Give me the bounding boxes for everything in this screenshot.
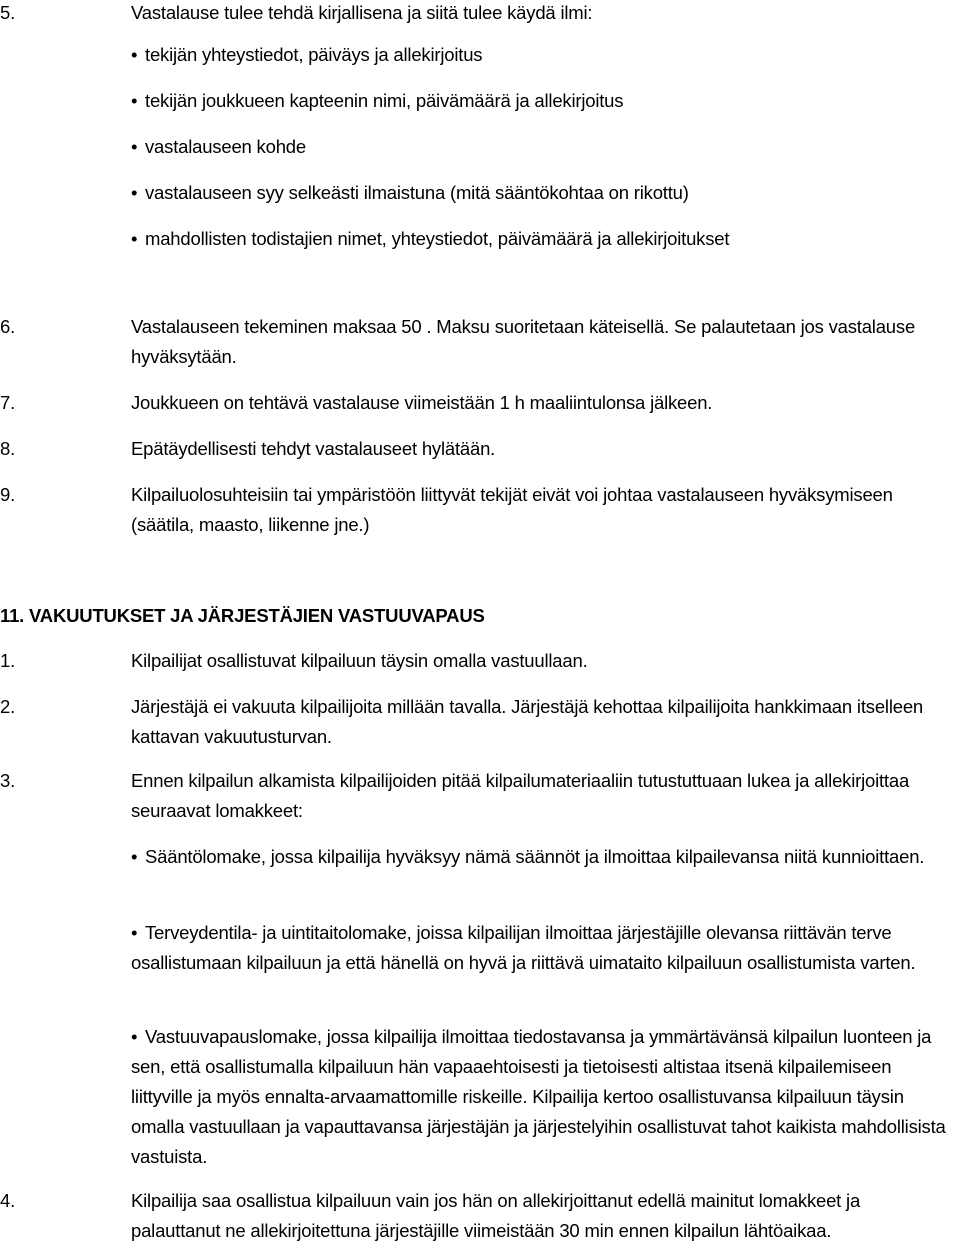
bullet-icon: • [131, 228, 138, 249]
item-text: Vastalauseen tekeminen maksaa 50 . Maksu suoritetaan käteisellä. Se palautetaan jos vastalause hyväksytään. [131, 316, 916, 367]
item-text: Järjestäjä ei vakuuta kilpailijoita millään tavalla. Järjestäjä kehottaa kilpailijoita hankkimaan itselleen kattavan vakuutusturvan. [131, 696, 924, 747]
form-bullet [131, 842, 950, 872]
item-number: 6. [0, 316, 16, 337]
item-number: 7. [0, 392, 16, 413]
section-heading: 11. VAKUUTUKSET JA JÄRJESTÄJIEN VASTUUVAPAUS [0, 605, 485, 626]
bullet-item [131, 40, 946, 70]
bullet-icon: • [131, 846, 138, 867]
bullet-text: Sääntölomake, jossa kilpailija hyväksyy nämä säännöt ja ilmoittaa kilpailevansa niitä kunnioittaen. [145, 846, 925, 867]
item-text: Kilpailija saa osallistua kilpailuun vain jos hän on allekirjoittanut edellä mainitut lomakkeet ja palauttanut ne allekirjoitettuna järjestäjille viimeistään 30 min ennen kilpailun lähtöaikaa. [131, 1190, 861, 1241]
item-number: 9. [0, 484, 16, 505]
bullet-text: Terveydentila- ja uintitaitolomake, joissa kilpailijan ilmoittaa järjestäjille olevansa riittävän terve osallistumaan kilpailuun ja että hänellä on hyvä ja riittävä uimataito kilpailuun osallistumista varten. [131, 922, 916, 973]
bullet-item [131, 132, 946, 162]
item-number: 1. [0, 650, 16, 671]
bullet-icon: • [131, 90, 138, 111]
item-number: 4. [0, 1190, 16, 1211]
bullet-icon: • [131, 182, 138, 203]
item-number: 5. [0, 2, 16, 23]
item-text: Joukkueen on tehtävä vastalause viimeistään 1 h maaliintulonsa jälkeen. [131, 392, 713, 413]
item-text: Epätäydellisesti tehdyt vastalauseet hylätään. [131, 438, 496, 459]
bullet-text: mahdollisten todistajien nimet, yhteystiedot, päivämäärä ja allekirjoitukset [145, 228, 730, 249]
item-number: 2. [0, 696, 16, 717]
form-bullet [131, 1022, 950, 1172]
bullet-icon: • [131, 922, 138, 943]
list-item [0, 480, 946, 540]
bullet-text: vastalauseen syy selkeästi ilmaistuna (mitä sääntökohtaa on rikottu) [145, 182, 689, 203]
item-text: Kilpailuolosuhteisiin tai ympäristöön liittyvät tekijät eivät voi johtaa vastalauseen hyväksymiseen (säätila, maasto, liikenne jne.) [131, 484, 893, 535]
bullet-item [131, 178, 946, 208]
bullet-text: vastalauseen kohde [145, 136, 306, 157]
item-text: Kilpailijat osallistuvat kilpailuun täysin omalla vastuullaan. [131, 650, 588, 671]
bullet-text: tekijän joukkueen kapteenin nimi, päivämäärä ja allekirjoitus [145, 90, 624, 111]
bullet-text: tekijän yhteystiedot, päiväys ja allekirjoitus [145, 44, 483, 65]
list-item [0, 312, 946, 372]
bullet-item [131, 224, 946, 254]
section-5 [0, 0, 946, 28]
list-item [0, 646, 946, 676]
item-text: Vastalause tulee tehdä kirjallisena ja siitä tulee käydä ilmi: [131, 2, 593, 23]
item-text: Ennen kilpailun alkamista kilpailijoiden pitää kilpailumateriaaliin tutustuttuaan lukea ja allekirjoittaa seuraavat lomakkeet: [131, 770, 910, 821]
bullet-text: Vastuuvapauslomake, jossa kilpailija ilmoittaa tiedostavansa ja ymmärtävänsä kilpailun luonteen ja sen, että osallistumalla kilpailuun hän vapaaehtoisesti ja tietoisesti altistaa itsenä kilpailemiseen liittyville ja myös ennalta-arvaamattomille riskeille. Kilpailija kertoo osallistuvansa kilpailuun täysin omalla vastuullaan ja vapauttavansa järjestäjän ja järjestelyihin osallistuvat tahot kaikista mahdollisista vastuista. [131, 1026, 946, 1167]
bullet-icon: • [131, 1026, 138, 1047]
item-number: 3. [0, 770, 16, 791]
list-item [0, 434, 946, 464]
list-item [0, 1186, 946, 1246]
form-bullet [131, 918, 950, 978]
bullet-icon: • [131, 44, 138, 65]
item-number: 8. [0, 438, 16, 459]
list-item [0, 692, 946, 752]
bullet-icon: • [131, 136, 138, 157]
list-item [0, 388, 946, 418]
bullet-item [131, 86, 946, 116]
list-item [0, 766, 946, 826]
